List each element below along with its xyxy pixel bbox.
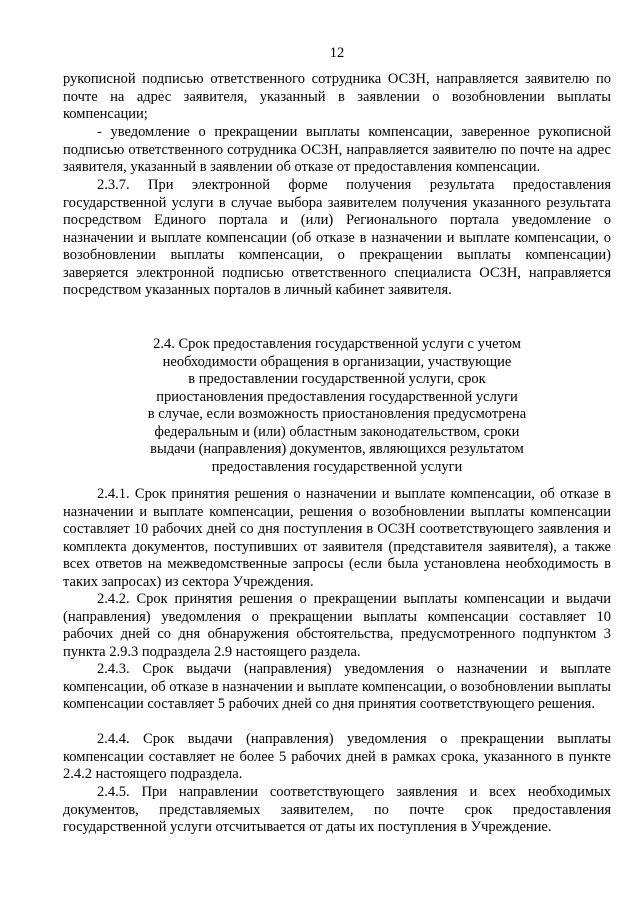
heading-line: выдачи (направления) документов, являющихся результатом bbox=[150, 441, 524, 457]
paragraph-2-3-7: 2.3.7. При электронной форме получения результата предоставления государственной услуги в случае выбора заявителем получения указанного результата посредством Единого портала и (или) Регионального портала уведомление о назначении и выплате компенсации (об отказе в назначении и выплате компенсации, о возобновлении выплаты компенсации, о прекращении выплаты компенсации) заверяется электронной подписью ответственного специалиста ОСЗН, направляется посредством указанных порталов в личный кабинет заявителя. bbox=[63, 177, 611, 298]
clause-2-4-1: 2.4.1. Срок принятия решения о назначении и выплате компенсации, об отказе в назначении и выплате компенсации, решения о возобновлении выплаты компенсации составляет 10 рабочих дней со дня поступления в ОСЗН соответствующего заявления и комплекта документов, поступивших от заявителя (представителя заявителя), а также всех ответов на межведомственные запросы (если была установлена необходимость в таких запросах) из сектора Учреждения. bbox=[63, 486, 611, 590]
paragraph-continuation: рукописной подписью ответственного сотрудника ОСЗН, направляется заявителю по почте на адрес заявителя, указанный в заявлении о возобновлении выплаты компенсации; bbox=[63, 71, 611, 122]
heading-line: необходимости обращения в организации, участвующие bbox=[162, 353, 512, 370]
heading-line: в предоставлении государственной услуги, срок bbox=[188, 371, 486, 387]
page-number: 12 bbox=[329, 45, 345, 61]
clause-2-4-5: 2.4.5. При направлении соответствующего заявления и всех необходимых документов, представляемых заявителем, по почте срок предоставления государственной услуги отсчитывается от даты их поступления в Учреждение. bbox=[63, 784, 611, 835]
section-heading-2-4 bbox=[103, 336, 571, 476]
clause-2-4-3: 2.4.3. Срок выдачи (направления) уведомления о назначении и выплате компенсации, об отказе в назначении и выплате компенсации, о возобновлении выплаты компенсации составляет 5 рабочих дней со дня принятия соответствующего решения. bbox=[63, 661, 611, 712]
heading-line: предоставления государственной услуги bbox=[211, 458, 463, 475]
clause-2-4-4: 2.4.4. Срок выдачи (направления) уведомления о прекращении выплаты компенсации составляет не более 5 рабочих дней в рамках срока, указанного в пункте 2.4.2 настоящего подраздела. bbox=[63, 731, 611, 782]
paragraph-termination-notice: - уведомление о прекращении выплаты компенсации, заверенное рукописной подписью ответственного сотрудника ОСЗН, направляется заявителю по почте на адрес заявителя, указанный в заявлении об отказе от предоставления компенсации. bbox=[63, 124, 611, 175]
heading-line: приостановления предоставления государственной услуги bbox=[156, 388, 518, 405]
heading-line: федеральным и (или) областным законодательством, сроки bbox=[154, 423, 520, 440]
heading-line: 2.4. Срок предоставления государственной услуги с учетом bbox=[153, 336, 521, 352]
heading-line: в случае, если возможность приостановления предусмотрена bbox=[147, 406, 527, 422]
clause-2-4-2: 2.4.2. Срок принятия решения о прекращении выплаты компенсации и выдачи (направления) уведомления о прекращении выплаты компенсации составляет 10 рабочих дней со дня обнаружения обстоятельства, предусмотренного подпунктом 3 пункта 2.9.3 подраздела 2.9 настоящего раздела. bbox=[63, 591, 611, 660]
